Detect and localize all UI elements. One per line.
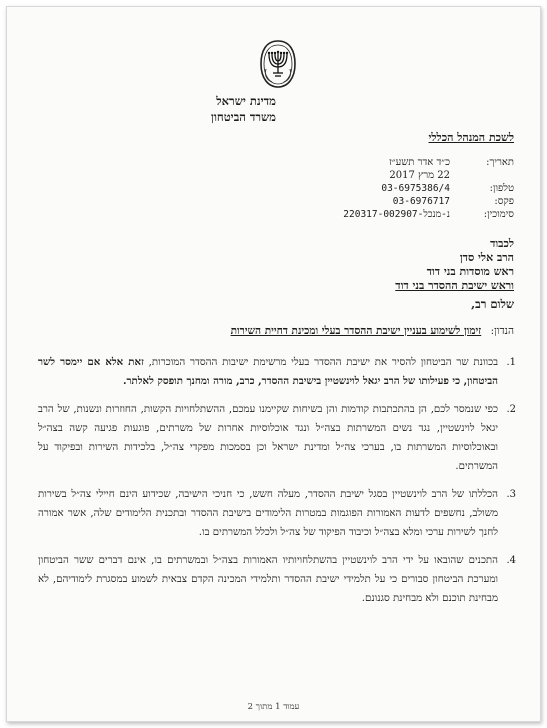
meta-label <box>450 169 514 182</box>
recipient-name: הרב אלי סדן <box>459 251 514 264</box>
office-title: לשכת המנהל הכללי <box>428 131 514 144</box>
meta-label: סימוכין: <box>483 209 514 220</box>
recipient-block <box>395 237 514 293</box>
paragraph-item <box>38 551 516 608</box>
paragraph-text-regular: התכנים שהובאו על ידי הרב לוינשטיין בהשתלחויותיו האמורות בצה״ל ובמשרתים בו, אינם דברים ששר הביטחון ומערכת הביטחון סבורים כי על תלמידי ישיבת ההסדר ותלמידי המכינה הקדם צבאית לשמוע במסגרת לימודיהם, לא מבחינת תוכנם ולא מבחינת סגנונם. <box>38 555 498 604</box>
meta-row-date-gregorian <box>343 169 514 182</box>
paragraph-text <box>38 551 498 608</box>
letterhead-country: מדינת ישראל <box>216 94 276 108</box>
meta-label: טלפון: <box>489 183 514 194</box>
paragraph-item <box>38 353 516 391</box>
paragraph-text-bold: זאת אלא אם יימסר לשר הביטחון, כי פעילותו של הרב יגאל לוינשטיין בישיבת ההסדר, כרב, מורה ומחנך תופסק לאלתר. <box>38 356 498 387</box>
recipient-title: ראש מוסדות בני דוד <box>426 265 514 278</box>
meta-label: פקס: <box>494 196 514 207</box>
meta-row-phone <box>343 182 514 195</box>
letter-page <box>6 6 541 722</box>
meta-row-reference <box>343 208 514 221</box>
paragraph-item <box>38 400 516 476</box>
paragraph-number: 1. <box>506 357 516 368</box>
meta-row-fax <box>343 195 514 208</box>
meta-value: 03-6976717 <box>392 196 450 207</box>
paragraph-number: 2. <box>506 404 516 415</box>
meta-value: כ״ד אדר תשע״ז <box>388 157 450 168</box>
paragraph-number: 3. <box>506 489 516 500</box>
page-number-footer: עמוד 1 מתוך 2 <box>247 702 300 712</box>
letter-metadata <box>343 156 514 221</box>
paragraph-item <box>38 485 516 542</box>
subject-text: זימון לשימוע בעניין ישיבת ההסדר בעלי ומכינת דחיית השירות <box>230 325 482 337</box>
greeting: שלום רב, <box>471 297 514 311</box>
paragraph-text-regular: כפי שנמסר לכם, הן בהתכתבות קודמות והן בשיחות שקיימנו עמכם, ההשתלחויות הקשות, החוזרות ונשנות, של הרב יגאל לוינשטיין, נגד נשים המשרתות בצה״ל ונגד אוכלוסיות אחרות של משרתים, פוגעות פגיעה קשה בצה״ל ובאוכלוסיות המשרתות בו, בערכי צה״ל ומדינת ישראל וכן בסמכות מפקדי צה״ל, בלכידות השירות ובפיקוד על המשרתים. <box>38 404 498 472</box>
paragraph-text <box>38 485 498 542</box>
paragraph-text <box>38 353 498 391</box>
letterhead <box>211 93 276 125</box>
paragraph-number: 4. <box>506 555 516 566</box>
subject-line <box>231 325 514 337</box>
letterhead-ministry: משרד הביטחון <box>211 110 276 124</box>
state-emblem-icon <box>258 39 298 89</box>
recipient-title-2: וראש ישיבת ההסדר בני דוד <box>395 279 514 292</box>
meta-value: נ-מנכל-220317-002907 <box>343 209 450 220</box>
paragraph-text-regular: בכוונת שר הביטחון להסיר את ישיבת ההסדר בעלי מרשימת ישיבות ההסדר המוכרות, <box>143 357 498 368</box>
recipient-salutation: לכבוד <box>490 237 514 250</box>
numbered-paragraphs <box>38 353 516 617</box>
meta-label: תאריך: <box>486 157 514 168</box>
paragraph-text <box>38 400 498 476</box>
meta-row-date <box>343 156 514 169</box>
meta-value: 03-6975386/4 <box>381 183 450 194</box>
subject-label: הנדון: <box>490 325 514 337</box>
meta-value: 22 מרץ 2017 <box>389 170 450 181</box>
paragraph-text-regular: הכללתו של הרב לוינשטיין בסגל ישיבת ההסדר, מעלה חשש, כי חניכי הישיבה, שכידוע הינם חיילי צה״ל בשירות משולב, נחשפים לדעות האמורות הפוגמות במטרות הלימודים בישיבת ההסדר ובתכנית הלימודים שלה, אשר אמורה לחנך לשירות ערכי ומלא בצה״ל וכיבוד הפיקוד של צה״ל ולכלל המשרתים בו. <box>38 489 498 538</box>
